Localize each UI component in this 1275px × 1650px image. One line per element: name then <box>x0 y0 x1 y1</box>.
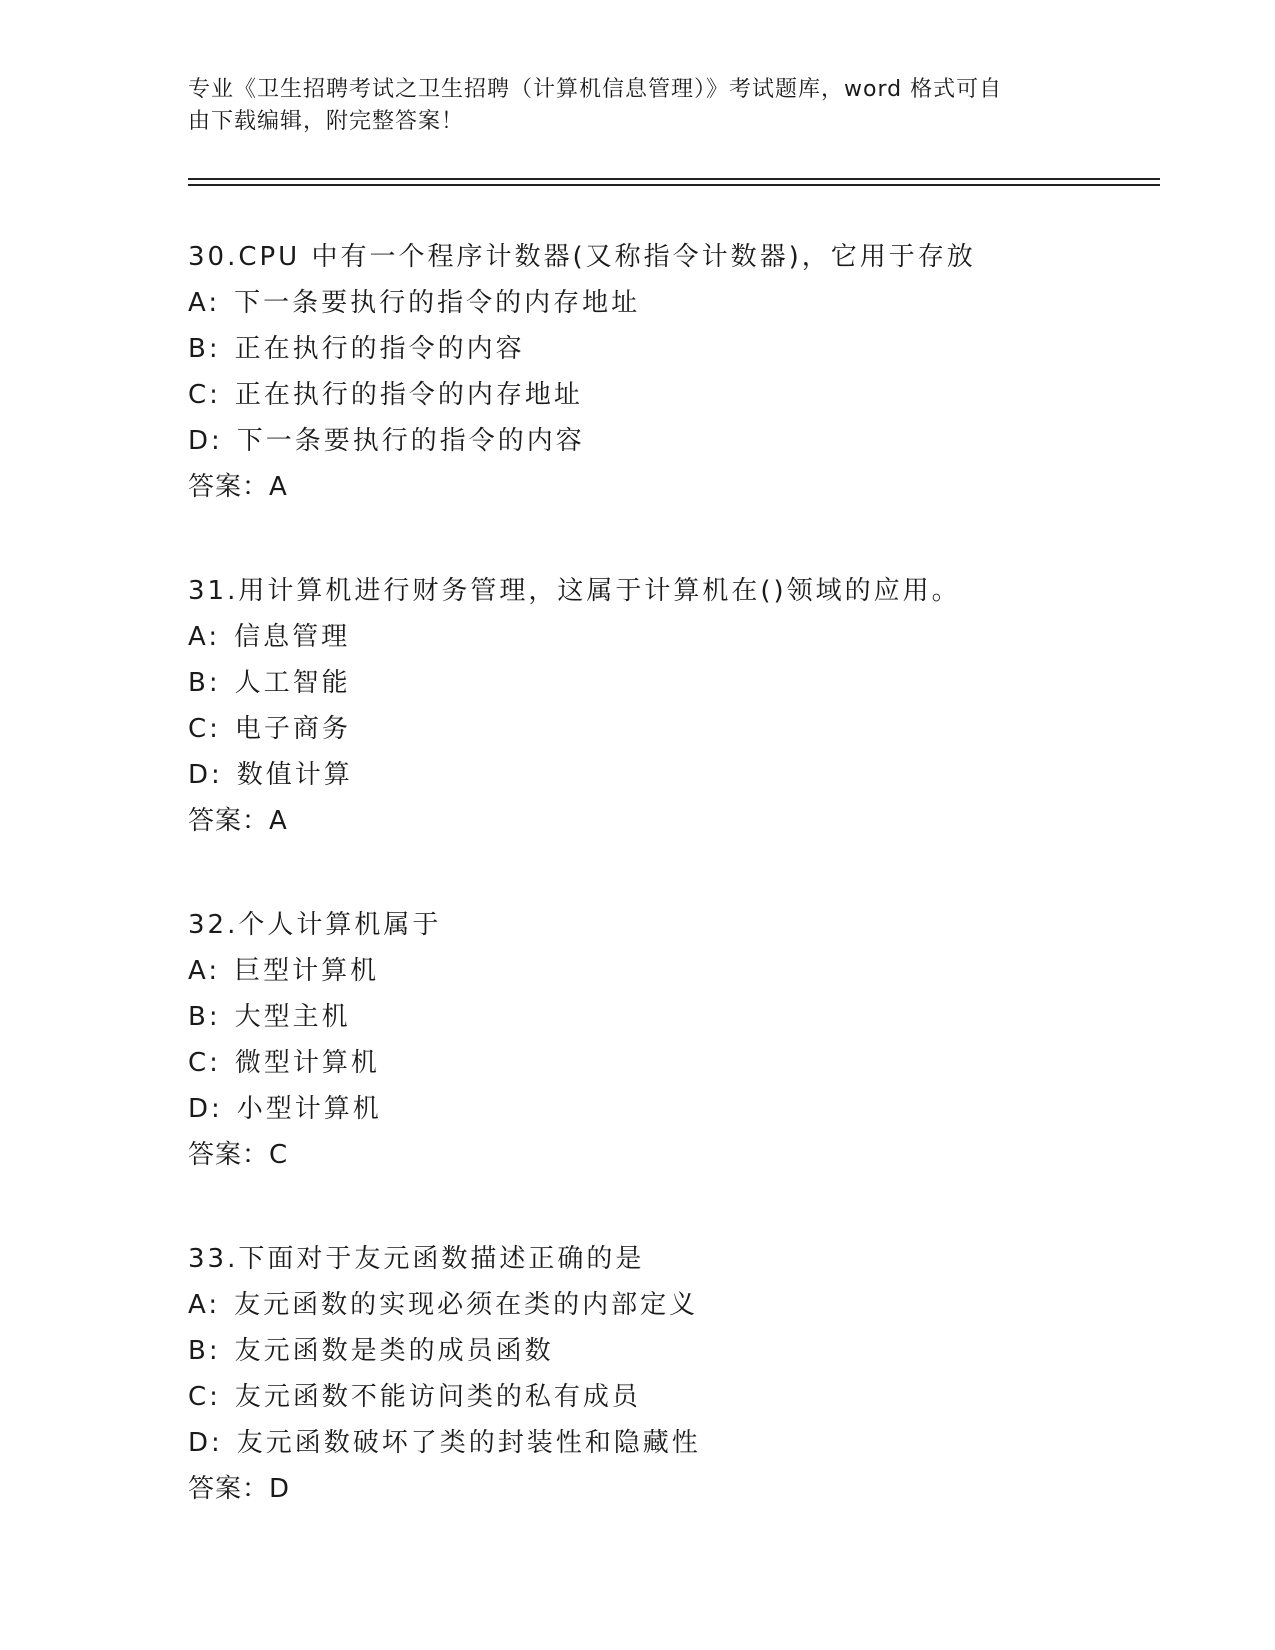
answer-value: A <box>269 806 288 836</box>
answer-label: 答案： <box>188 1474 270 1504</box>
option-b <box>188 326 1160 372</box>
question-33 <box>188 1236 1160 1512</box>
option-c <box>188 706 1160 752</box>
option-text: 下一条要执行的指令的内容 <box>236 426 585 456</box>
question-stem: 32.个人计算机属于 <box>188 910 442 940</box>
answer-value: C <box>269 1140 289 1170</box>
option-text: 信息管理 <box>234 622 351 652</box>
option-text: 巨型计算机 <box>234 956 380 986</box>
option-letter: A: <box>188 622 221 652</box>
option-a <box>188 948 1160 994</box>
option-text: 下一条要执行的指令的内存地址 <box>234 288 641 318</box>
answer-line <box>188 1132 1160 1178</box>
option-b <box>188 660 1160 706</box>
question-list <box>188 234 1160 1570</box>
option-c <box>188 1374 1160 1420</box>
option-d <box>188 418 1160 464</box>
question-stem: 31.用计算机进行财务管理，这属于计算机在()领域的应用。 <box>188 576 961 606</box>
option-text: 友元函数不能访问类的私有成员 <box>234 1382 641 1412</box>
answer-label: 答案： <box>188 806 270 836</box>
option-text: 友元函数破坏了类的封装性和隐藏性 <box>236 1428 701 1458</box>
option-c <box>188 1040 1160 1086</box>
option-letter: A: <box>188 956 221 986</box>
header-divider-top <box>188 178 1160 180</box>
option-letter: D: <box>188 760 223 790</box>
option-text: 数值计算 <box>236 760 353 790</box>
option-letter: B: <box>188 1002 221 1032</box>
option-text: 大型主机 <box>234 1002 351 1032</box>
option-letter: D: <box>188 426 223 456</box>
option-a <box>188 280 1160 326</box>
option-text: 人工智能 <box>234 668 351 698</box>
option-b <box>188 1328 1160 1374</box>
header-divider-bottom <box>188 184 1160 186</box>
option-letter: C: <box>188 1382 221 1412</box>
option-text: 正在执行的指令的内存地址 <box>234 380 583 410</box>
question-stem: 30.CPU 中有一个程序计数器(又称指令计数器)，它用于存放 <box>188 242 976 272</box>
option-a <box>188 1282 1160 1328</box>
option-d <box>188 752 1160 798</box>
answer-line <box>188 1466 1160 1512</box>
option-d <box>188 1086 1160 1132</box>
option-d <box>188 1420 1160 1466</box>
option-text: 微型计算机 <box>234 1048 380 1078</box>
question-30 <box>188 234 1160 510</box>
answer-line <box>188 798 1160 844</box>
option-c <box>188 372 1160 418</box>
answer-value: A <box>269 472 288 502</box>
option-text: 小型计算机 <box>236 1094 382 1124</box>
option-letter: C: <box>188 1048 221 1078</box>
option-letter: B: <box>188 668 221 698</box>
answer-label: 答案： <box>188 1140 270 1170</box>
option-letter: D: <box>188 1094 223 1124</box>
option-letter: A: <box>188 288 221 318</box>
header-line-1: 专业《卫生招聘考试之卫生招聘（计算机信息管理）》考试题库，word 格式可自 <box>188 77 1003 102</box>
option-text: 友元函数的实现必须在类的内部定义 <box>234 1290 699 1320</box>
option-text: 友元函数是类的成员函数 <box>234 1336 554 1366</box>
option-letter: B: <box>188 1336 221 1366</box>
answer-label: 答案： <box>188 472 270 502</box>
answer-line <box>188 464 1160 510</box>
option-text: 正在执行的指令的内容 <box>234 334 525 364</box>
question-31 <box>188 568 1160 844</box>
option-a <box>188 614 1160 660</box>
answer-value: D <box>269 1474 291 1504</box>
option-letter: C: <box>188 714 221 744</box>
question-stem: 33.下面对于友元函数描述正确的是 <box>188 1244 645 1274</box>
question-32 <box>188 902 1160 1178</box>
option-text: 电子商务 <box>234 714 351 744</box>
option-letter: D: <box>188 1428 223 1458</box>
option-letter: C: <box>188 380 221 410</box>
document-header <box>188 74 1068 138</box>
header-line-2: 由下载编辑，附完整答案！ <box>188 109 465 134</box>
option-letter: A: <box>188 1290 221 1320</box>
option-letter: B: <box>188 334 221 364</box>
option-b <box>188 994 1160 1040</box>
